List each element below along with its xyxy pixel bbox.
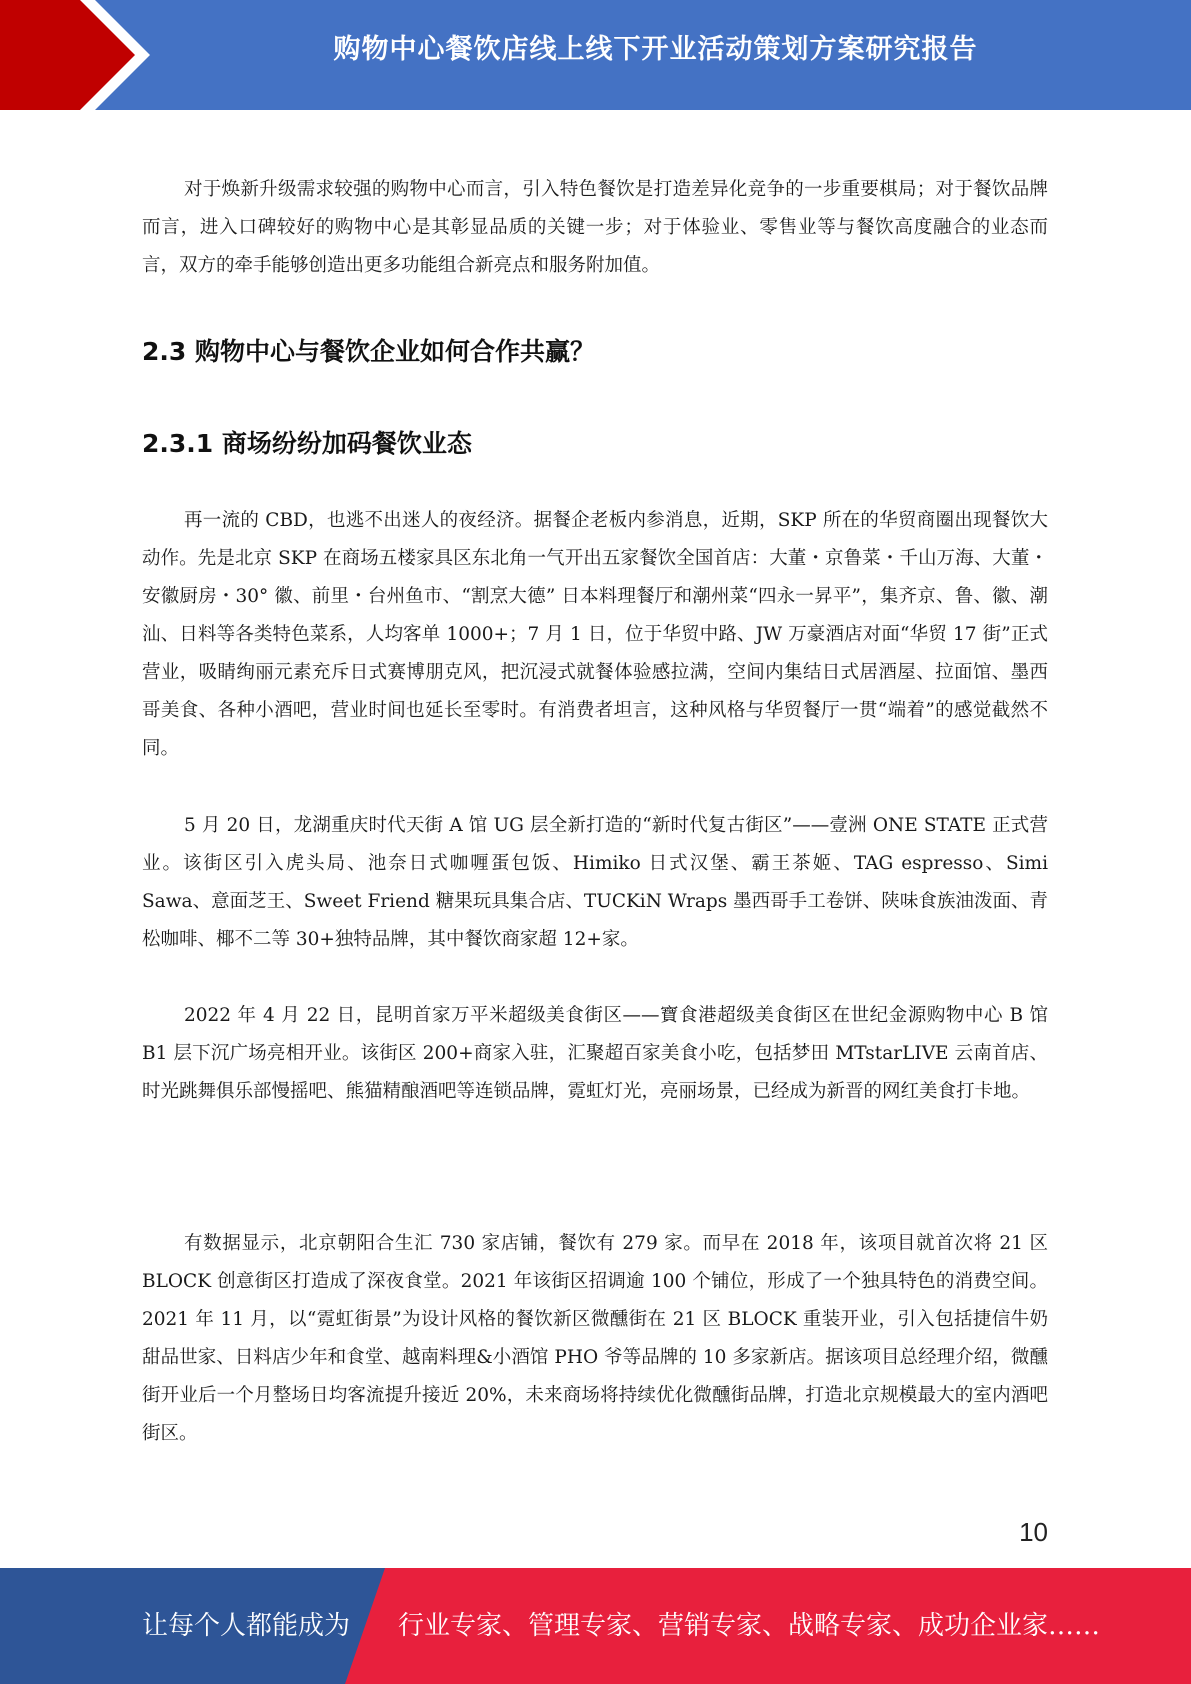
footer-slogan-left: 让每个人都能成为 bbox=[142, 1611, 351, 1641]
page-number: 10 bbox=[1019, 1517, 1048, 1547]
section-heading-2-3: 2.3 购物中心与餐饮企业如何合作共赢？ bbox=[142, 337, 595, 366]
intro-paragraph: 对于焕新升级需求较强的购物中心而言，引入特色餐饮是打造差异化竞争的一步重要棋局；对于餐饮品牌而言，进入口碑较好的购物中心是其彰显品质的关键一步；对于体验业、零售业等与餐饮高度融合的业态而言，双方的牵手能够创造出更多功能组合新亮点和服务附加值。 bbox=[142, 179, 1048, 276]
footer-slogan-right: 行业专家、管理专家、营销专家、战略专家、成功企业家…… bbox=[398, 1611, 1101, 1641]
page-header bbox=[0, 0, 1191, 110]
report-title: 购物中心餐饮店线上线下开业活动策划方案研究报告 bbox=[333, 34, 978, 65]
paragraph-hesheng: 有数据显示，北京朝阳合生汇 730 家店铺，餐饮有 279 家。而早在 2018 年，该项目就首次将 21 区 BLOCK 创意街区打造成了深夜食堂。2021 年该街区招调逾 100 个铺位，形成了一个独具特色的消费空间。2021 年 11 月，以“霓虹街景”为设计风格的餐饮新区微醺街在 21 区 BLOCK 重装开业，引入包括捷信牛奶甜品世家、日料店少年和食堂、越南料理&小酒馆 PHO 爷等品牌的 10 多家新店。据该项目总经理介绍，微醺街开业后一个月整场日均客流提升接近 20%，未来商场将持续优化微醺街品牌，打造北京规模最大的室内酒吧街区。 bbox=[142, 1233, 1048, 1444]
paragraph-longhu: 5 月 20 日，龙湖重庆时代天街 A 馆 UG 层全新打造的“新时代复古街区”——壹洲 ONE STATE 正式营业。该街区引入虎头局、池奈日式咖喱蛋包饭、Himiko 日式汉堡、霸王茶姬、TAG espresso、Simi Sawa、意面芝王、Sweet Friend 糖果玩具集合店、TUCKiN Wraps 墨西哥手工卷饼、陕味食族油泼面、青松咖啡、椰不二等 30+独特品牌，其中餐饮商家超 12+家。 bbox=[142, 815, 1048, 950]
paragraph-kunming: 2022 年 4 月 22 日，昆明首家万平米超级美食街区——寶食港超级美食街区在世纪金源购物中心 B 馆 B1 层下沉广场亮相开业。该街区 200+商家入驻，汇聚超百家美食小吃，包括梦田 MTstarLIVE 云南首店、时光跳舞俱乐部慢摇吧、熊猫精酿酒吧等连锁品牌，霓虹灯光，亮丽场景，已经成为新晋的网红美食打卡地。 bbox=[142, 1005, 1048, 1102]
page-footer bbox=[0, 1568, 1191, 1684]
paragraph-skp: 再一流的 CBD，也逃不出迷人的夜经济。据餐企老板内参消息，近期，SKP 所在的华贸商圈出现餐饮大动作。先是北京 SKP 在商场五楼家具区东北角一气开出五家餐饮全国首店：大董・京鲁菜・千山万海、大董・安徽厨房・30° 徽、前里・台州鱼市、“割烹大德” 日本料理餐厅和潮州菜“四永一昇平”，集齐京、鲁、徽、潮汕、日料等各类特色菜系，人均客单 1000+；7 月 1 日，位于华贸中路、JW 万豪酒店对面“华贸 17 街”正式营业，吸睛绚丽元素充斥日式赛博朋克风，把沉浸式就餐体验感拉满，空间内集结日式居酒屋、拉面馆、墨西哥美食、各种小酒吧，营业时间也延长至零时。有消费者坦言，这种风格与华贸餐厅一贯“端着”的感觉截然不同。 bbox=[142, 510, 1048, 759]
section-heading-2-3-1: 2.3.1 商场纷纷加码餐饮业态 bbox=[142, 429, 472, 458]
